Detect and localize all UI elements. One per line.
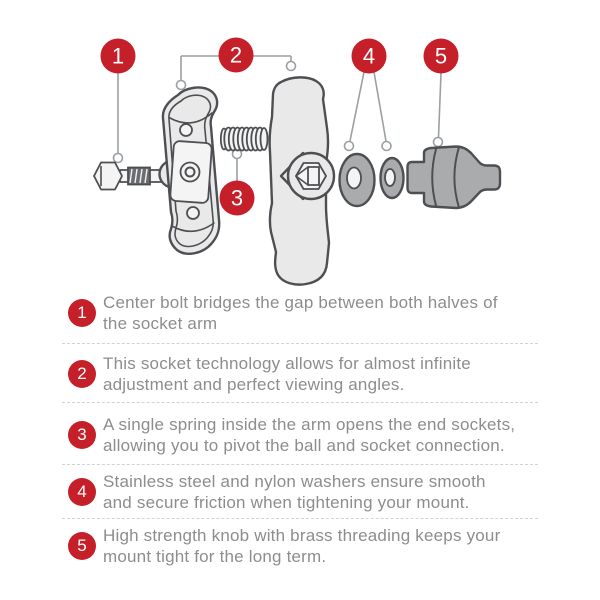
legend-item-1 bbox=[62, 292, 538, 336]
legend-description-3 bbox=[103, 414, 538, 456]
description-line: This socket technology allows for almost infinite bbox=[103, 354, 471, 373]
legend-item-3 bbox=[62, 414, 538, 458]
description-line: A single spring inside the arm opens the end sockets, bbox=[103, 415, 516, 434]
washer-large-hole bbox=[347, 168, 361, 189]
legend-number-badge-3 bbox=[68, 421, 96, 449]
legend-number: 2 bbox=[77, 364, 87, 383]
legend-number: 5 bbox=[77, 536, 87, 555]
arm-screw-bottom bbox=[187, 207, 199, 219]
center-bolt bbox=[94, 163, 166, 190]
socket-arm-right-half bbox=[270, 77, 334, 284]
callout-number-1: 1 bbox=[111, 43, 125, 69]
legend-number: 1 bbox=[77, 303, 87, 322]
knob bbox=[408, 147, 501, 209]
callout-badge-5 bbox=[424, 39, 459, 74]
legend-description-1 bbox=[103, 292, 538, 334]
dotted-divider bbox=[62, 343, 538, 344]
legend-description-4 bbox=[103, 471, 538, 513]
callout-badge-1 bbox=[101, 39, 136, 74]
description-line: and secure friction when tightening your mount. bbox=[103, 493, 470, 512]
legend-number: 4 bbox=[77, 482, 87, 501]
description-line: adjustment and perfect viewing angles. bbox=[103, 375, 405, 394]
legend-number-badge-2 bbox=[68, 360, 96, 388]
legend-number-badge-1 bbox=[68, 299, 96, 327]
callout-badge-2 bbox=[219, 38, 254, 73]
legend-description-2 bbox=[103, 353, 538, 395]
legend-number-badge-4 bbox=[68, 478, 96, 506]
bolt-threads bbox=[128, 168, 150, 185]
callout-number-4: 4 bbox=[362, 43, 376, 69]
description-line: High strength knob with brass threading keeps your bbox=[103, 526, 501, 545]
dotted-divider bbox=[62, 464, 538, 465]
description-line: Center bolt bridges the gap between both halves of bbox=[103, 293, 498, 312]
legend-item-4 bbox=[62, 471, 538, 515]
dotted-divider bbox=[62, 518, 538, 519]
legend-item-2 bbox=[62, 353, 538, 397]
arm-center-hole bbox=[181, 163, 200, 182]
callout-number-3: 3 bbox=[230, 185, 244, 211]
legend-number: 3 bbox=[77, 425, 87, 444]
socket-arm-left-half bbox=[160, 88, 220, 254]
washers bbox=[340, 154, 404, 206]
arm-screw-top bbox=[180, 124, 192, 136]
dotted-divider bbox=[62, 402, 538, 403]
description-line: mount tight for the long term. bbox=[103, 547, 327, 566]
callout-badge-4 bbox=[352, 39, 387, 74]
callout-badge-3 bbox=[220, 181, 255, 216]
callout-number-5: 5 bbox=[434, 43, 448, 69]
bolt-hex-head bbox=[94, 163, 122, 190]
spring bbox=[221, 128, 268, 151]
legend-number-badge-5 bbox=[68, 532, 96, 560]
washer-small-hole bbox=[385, 169, 395, 186]
description-line: Stainless steel and nylon washers ensure smooth bbox=[103, 472, 486, 491]
callout-number-2: 2 bbox=[229, 42, 243, 68]
legend-item-5 bbox=[62, 525, 538, 569]
legend-description-5 bbox=[103, 525, 538, 567]
description-line: the socket arm bbox=[103, 314, 218, 333]
description-line: allowing you to pivot the ball and socket connection. bbox=[103, 436, 505, 455]
